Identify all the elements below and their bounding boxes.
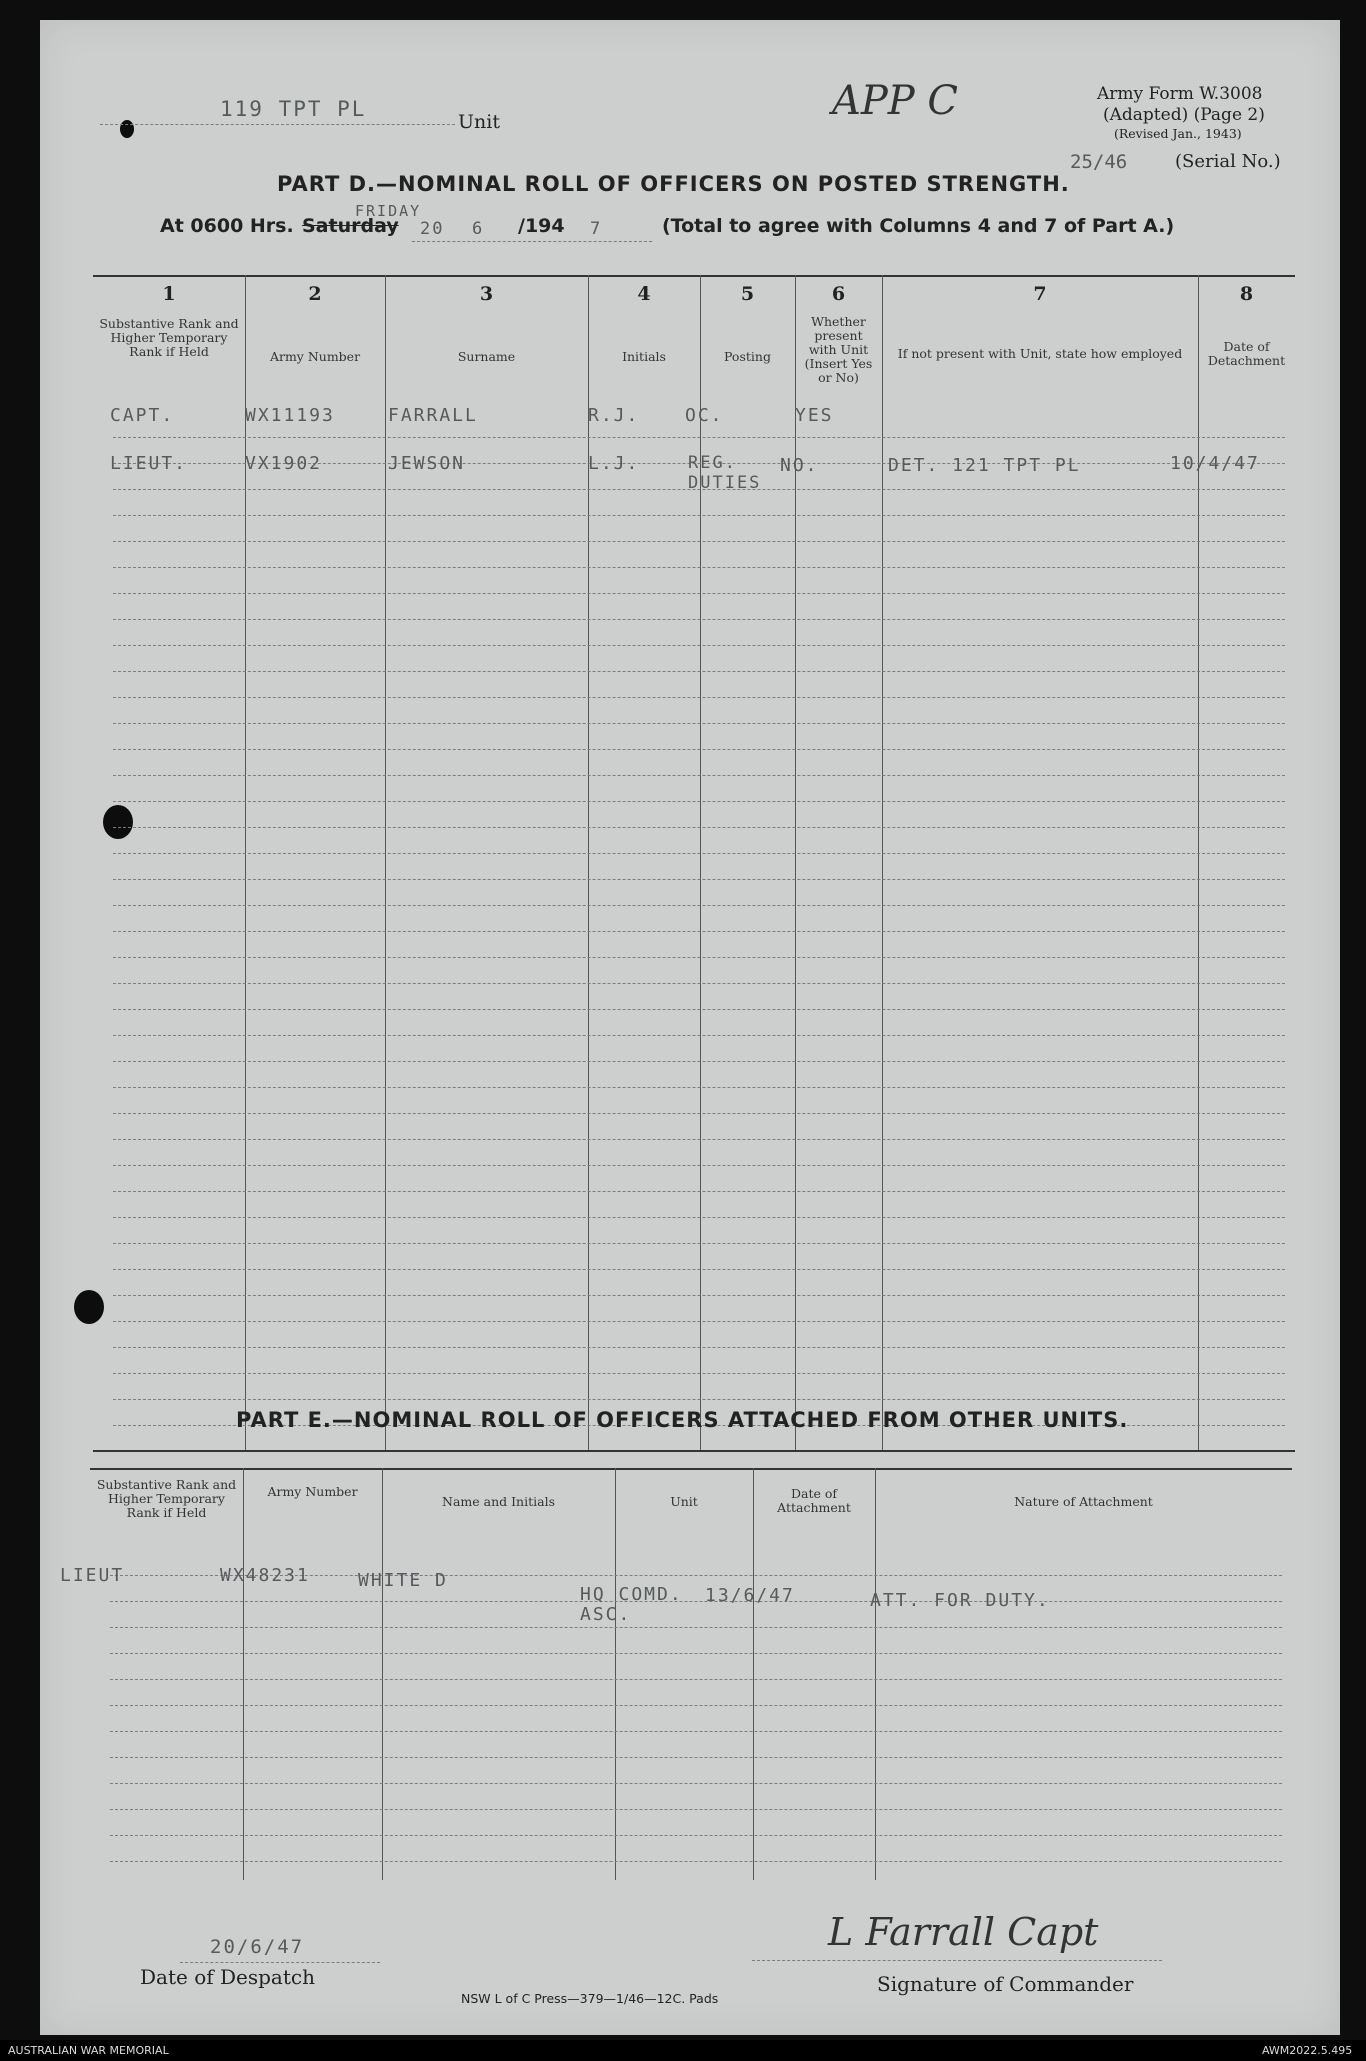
part-e-column-header: Nature of Attachment (1014, 1494, 1153, 1509)
part-d-top-rule (93, 275, 1295, 277)
part-d-ruled-line (113, 1113, 1285, 1114)
part-d-column-divider (385, 275, 386, 1450)
serial-label: (Serial No.) (1175, 151, 1281, 172)
part-d-cell-present: NO. (780, 455, 819, 476)
part-d-cell-posting: OC. (685, 405, 724, 426)
part-d-cell-number: VX1902 (245, 453, 323, 474)
despatch-underline (180, 1962, 380, 1963)
part-d-cell-number: WX11193 (245, 405, 335, 426)
part-d-ruled-line (113, 567, 1285, 568)
credit-left: AUSTRALIAN WAR MEMORIAL (8, 2044, 169, 2057)
day-printed: Saturday (302, 215, 399, 237)
form-adapted: (Adapted) (Page 2) (1103, 105, 1265, 125)
part-d-column-divider (795, 275, 796, 1450)
part-d-ruled-line (113, 515, 1285, 516)
date-day: 20 (420, 219, 445, 239)
part-e-column-header: Name and Initials (442, 1494, 555, 1509)
part-d-ruled-line (113, 853, 1285, 854)
part-e-column-header: Army Number (267, 1484, 358, 1499)
part-e-title: PART E.—NOMINAL ROLL OF OFFICERS ATTACHED FROM OTHER UNITS. (236, 1408, 1129, 1432)
part-d-ruled-line (113, 619, 1285, 620)
part-e-column-divider (382, 1468, 383, 1880)
part-e-cell-nature: ATT. FOR DUTY. (870, 1590, 1050, 1611)
part-d-ruled-line (113, 827, 1285, 828)
part-e-column-header: Substantive Rank and Higher Temporary Rank if Held (96, 1477, 237, 1520)
unit-underline (100, 124, 455, 125)
part-d-column-divider (588, 275, 589, 1450)
part-d-column-divider (700, 275, 701, 1450)
part-e-ruled-line (110, 1757, 1282, 1758)
year-printed: /194 (518, 215, 565, 237)
year-typed: 7 (590, 219, 603, 239)
part-e-ruled-line (110, 1835, 1282, 1836)
part-d-cell-posting: REG. DUTIES (688, 453, 762, 493)
despatch-value: 20/6/47 (210, 1936, 305, 1958)
date-month: 6 (472, 219, 485, 239)
part-d-ruled-line (113, 1295, 1285, 1296)
part-d-ruled-line (113, 1217, 1285, 1218)
part-e-ruled-line (110, 1861, 1282, 1862)
part-d-ruled-line (113, 645, 1285, 646)
appendix-note: APP C (832, 78, 959, 124)
form-number: Army Form W.3008 (1097, 84, 1263, 104)
part-d-bottom-rule (93, 1450, 1295, 1452)
part-d-ruled-line (113, 1347, 1285, 1348)
part-d-title: PART D.—NOMINAL ROLL OF OFFICERS ON POSTED STRENGTH. (277, 172, 1070, 196)
part-e-ruled-line (110, 1705, 1282, 1706)
part-d-column-header: If not present with Unit, state how employed (897, 346, 1183, 361)
punch-hole-bottom (74, 1290, 104, 1324)
serial-value: 25/46 (1070, 151, 1128, 173)
part-d-ruled-line (113, 1191, 1285, 1192)
part-d-column-divider (882, 275, 883, 1450)
despatch-label: Date of Despatch (140, 1965, 315, 1989)
part-d-ruled-line (113, 1035, 1285, 1036)
punch-hole-top (103, 805, 133, 839)
part-e-cell-number: WX48231 (220, 1565, 310, 1586)
part-d-column-header: Substantive Rank and Higher Temporary Rank if Held (99, 316, 239, 359)
part-d-cell-surname: FARRALL (388, 405, 478, 426)
part-d-column-header: Army Number (269, 349, 361, 364)
part-d-ruled-line (113, 1165, 1285, 1166)
part-d-ruled-line (113, 775, 1285, 776)
part-d-ruled-line (113, 671, 1285, 672)
part-e-ruled-line (110, 1679, 1282, 1680)
at-label: At 0600 Hrs. (160, 215, 294, 237)
part-e-cell-date: 13/6/47 (705, 1585, 795, 1606)
part-d-cell-surname: JEWSON (388, 453, 466, 474)
part-e-column-header: Unit (670, 1494, 698, 1509)
day-typed: FRIDAY (355, 202, 422, 220)
part-d-cell-present: YES (795, 405, 834, 426)
total-note: (Total to agree with Columns 4 and 7 of Part A.) (662, 215, 1175, 237)
part-d-ruled-line (113, 593, 1285, 594)
part-e-ruled-line (110, 1783, 1282, 1784)
punch-hole-corner (120, 120, 134, 138)
part-e-column-divider (243, 1468, 244, 1880)
part-e-column-divider (615, 1468, 616, 1880)
form-revised: (Revised Jan., 1943) (1114, 126, 1242, 141)
part-d-ruled-line (113, 437, 1285, 438)
signature-label: Signature of Commander (877, 1972, 1134, 1996)
part-e-ruled-line (110, 1731, 1282, 1732)
part-e-cell-rank: LIEUT (60, 1565, 125, 1586)
signature-underline (752, 1960, 1162, 1961)
part-d-column-number: 6 (831, 283, 846, 305)
part-d-ruled-line (113, 801, 1285, 802)
part-d-ruled-line (113, 749, 1285, 750)
part-e-ruled-line (110, 1653, 1282, 1654)
part-d-ruled-line (113, 697, 1285, 698)
part-d-column-number: 4 (637, 283, 651, 305)
part-d-column-divider (1198, 275, 1199, 1450)
part-d-column-header: Whether present with Unit (Insert Yes or No) (804, 314, 873, 385)
part-e-cell-unit: HQ COMD. ASC. (580, 1584, 683, 1625)
part-d-ruled-line (113, 1373, 1285, 1374)
part-d-ruled-line (113, 957, 1285, 958)
credit-bar (0, 2040, 1366, 2061)
unit-value: 119 TPT PL (220, 97, 367, 121)
part-d-ruled-line (113, 983, 1285, 984)
part-d-ruled-line (113, 723, 1285, 724)
part-d-ruled-line (113, 931, 1285, 932)
part-d-ruled-line (113, 1009, 1285, 1010)
part-d-ruled-line (113, 1399, 1285, 1400)
part-d-column-number: 7 (1033, 283, 1047, 305)
part-e-ruled-line (110, 1809, 1282, 1810)
part-d-column-header: Initials (622, 349, 666, 364)
part-e-column-divider (753, 1468, 754, 1880)
part-d-ruled-line (113, 1087, 1285, 1088)
date-underline (412, 241, 652, 242)
form-paper (40, 20, 1340, 2035)
part-d-column-number: 2 (308, 283, 322, 305)
part-d-ruled-line (113, 1243, 1285, 1244)
part-d-ruled-line (113, 1139, 1285, 1140)
part-d-column-header: Surname (457, 349, 516, 364)
part-d-ruled-line (113, 541, 1285, 542)
part-e-column-divider (875, 1468, 876, 1880)
part-d-column-number: 1 (162, 283, 176, 305)
part-d-ruled-line (113, 1269, 1285, 1270)
part-d-cell-detached: 10/4/47 (1170, 453, 1260, 474)
part-d-ruled-line (113, 1321, 1285, 1322)
part-d-column-header: Date of Detachment (1207, 339, 1286, 368)
part-d-ruled-line (113, 905, 1285, 906)
part-e-column-header: Date of Attachment (777, 1486, 851, 1515)
part-d-cell-initials: L.J. (588, 453, 640, 474)
unit-label: Unit (458, 111, 500, 133)
part-d-cell-initials: R.J. (588, 405, 640, 426)
part-d-column-divider (245, 275, 246, 1450)
part-d-cell-employed: DET. 121 TPT PL (888, 455, 1081, 476)
part-d-column-number: 3 (479, 283, 494, 305)
part-d-column-number: 5 (740, 283, 755, 305)
part-e-top-rule (90, 1468, 1292, 1470)
press-line: NSW L of C Press—379—1/46—12C. Pads (461, 1991, 719, 2006)
signature: L Farrall Capt (828, 1910, 1099, 1954)
part-d-column-number: 8 (1239, 283, 1254, 305)
part-d-column-header: Posting (724, 349, 771, 364)
credit-right: AWM2022.5.495 (1262, 2044, 1353, 2057)
part-d-ruled-line (113, 879, 1285, 880)
part-d-cell-rank: LIEUT. (110, 453, 188, 474)
part-e-cell-name: WHITE D (358, 1570, 448, 1591)
part-d-cell-rank: CAPT. (110, 405, 175, 426)
part-d-ruled-line (113, 1061, 1285, 1062)
part-e-ruled-line (110, 1627, 1282, 1628)
